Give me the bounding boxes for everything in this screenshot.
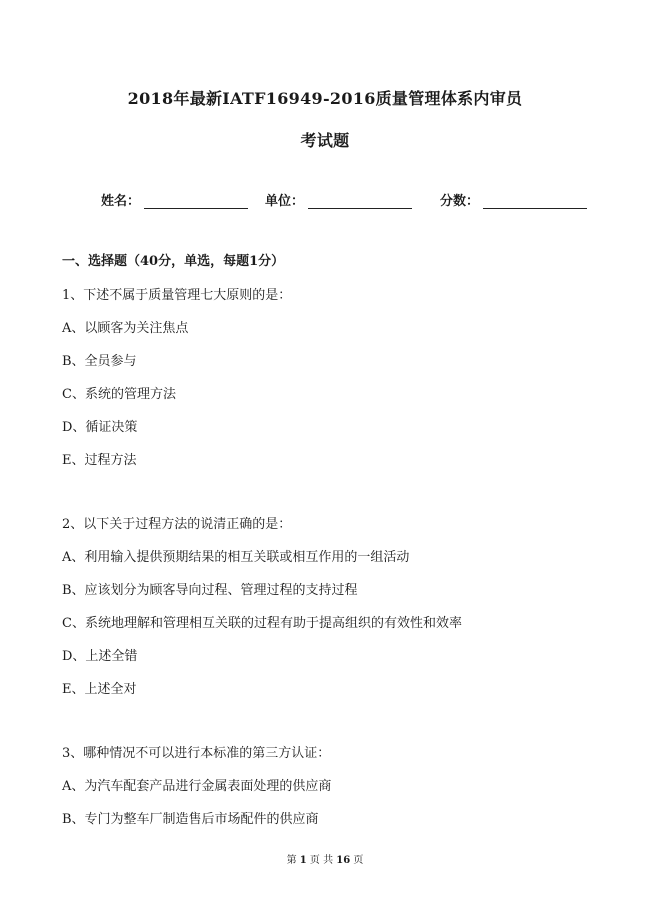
option-item: C、系统的管理方法: [62, 387, 176, 402]
option-item: B、专门为整车厂制造售后市场配件的供应商: [62, 812, 319, 827]
option-item: D、循证决策: [62, 420, 138, 435]
document-title: 2018年最新IATF16949-2016质量管理体系内审员: [127, 89, 523, 108]
footer-suffix: 页: [353, 855, 364, 866]
option-item: E、上述全对: [62, 682, 137, 697]
option-item: A、以顾客为关注焦点: [62, 321, 189, 336]
option-item: A、利用输入提供预期结果的相互关联或相互作用的一组活动: [62, 550, 410, 565]
unit-blank[interactable]: [308, 194, 412, 209]
option-item: E、过程方法: [62, 453, 137, 468]
score-field[interactable]: [440, 190, 587, 209]
info-fields: [0, 190, 650, 212]
name-label: 姓名：: [101, 194, 141, 209]
name-field[interactable]: [101, 190, 248, 209]
score-label: 分数：: [440, 194, 480, 209]
unit-field[interactable]: [265, 190, 412, 209]
current-page-number: 1: [299, 855, 307, 866]
question-text: 2、以下关于过程方法的说清正确的是：: [62, 517, 292, 532]
option-item: C、系统地理解和管理相互关联的过程有助于提高组织的有效性和效率: [62, 616, 462, 631]
option-item: B、应该划分为顾客导向过程、管理过程的支持过程: [62, 583, 358, 598]
name-blank[interactable]: [144, 194, 248, 209]
unit-label: 单位：: [265, 194, 305, 209]
question-text: 1、下述不属于质量管理七大原则的是：: [62, 288, 292, 303]
page-footer: [0, 851, 650, 866]
option-item: B、全员参与: [62, 354, 137, 369]
option-item: D、上述全错: [62, 649, 138, 664]
footer-prefix: 第: [286, 855, 297, 866]
score-blank[interactable]: [483, 194, 587, 209]
question-text: 3、哪种情况不可以进行本标准的第三方认证：: [62, 746, 331, 761]
option-item: A、为汽车配套产品进行金属表面处理的供应商: [62, 779, 332, 794]
document-subtitle: 考试题: [300, 131, 350, 150]
footer-middle: 页 共: [309, 855, 334, 866]
section-title: 一、选择题（40分，单选，每题1分）: [62, 254, 285, 269]
total-page-number: 16: [336, 855, 351, 866]
